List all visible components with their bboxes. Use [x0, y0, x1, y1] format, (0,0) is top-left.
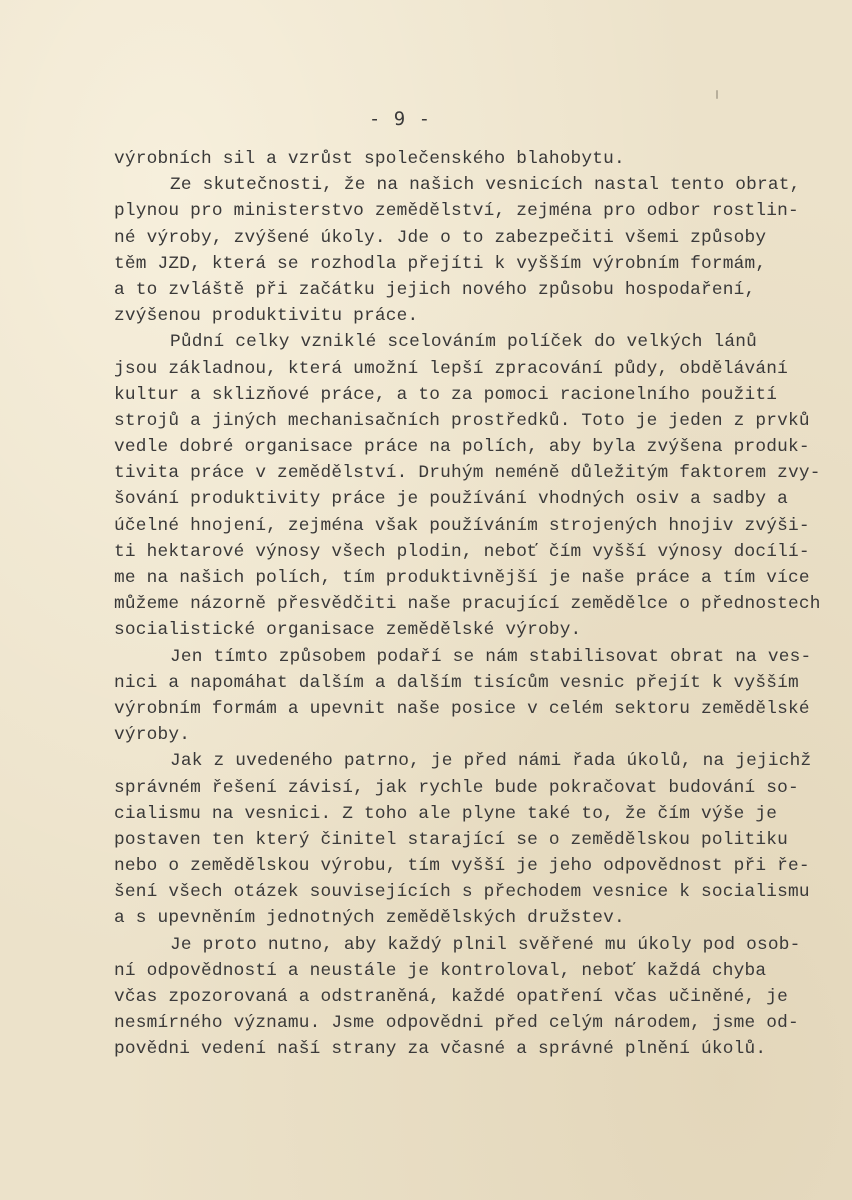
text-line: šení všech otázek souvisejících s přechodem vesnice k socialismu	[114, 882, 810, 903]
text-line: Ze skutečnosti, že na našich vesnicích nastal tento obrat,	[170, 175, 801, 196]
text-line: povědni vedení naší strany za včasné a správné plnění úkolů.	[114, 1039, 767, 1060]
text-line: jsou základnou, která umožní lepší zpracování půdy, obdělávání	[114, 358, 788, 379]
text-line: můžeme názorně přesvědčiti naše pracující zemědělce o přednostech	[114, 594, 821, 615]
text-line: plynou pro ministerstvo zemědělství, zejména pro odbor rostlin-	[114, 201, 799, 222]
paragraph	[114, 932, 834, 1063]
text-line: Jak z uvedeného patrno, je před námi řada úkolů, na jejichž	[170, 751, 812, 772]
paragraph	[114, 644, 834, 749]
text-line: socialistické organisace zemědělské výroby.	[114, 620, 582, 641]
text-line: zvýšenou produktivitu práce.	[114, 306, 419, 327]
text-line: nesmírného významu. Jsme odpovědni před celým národem, jsme od-	[114, 1013, 799, 1034]
page-number: - 9 -	[368, 108, 432, 130]
text-line: šování produktivity práce je používání vhodných osiv a sadby a	[114, 489, 788, 510]
text-line: včas zpozorovaná a odstraněná, každé opatření včas učiněné, je	[114, 987, 788, 1007]
text-line: Půdní celky vzniklé scelováním políček do velkých lánů	[170, 332, 758, 353]
paragraph	[114, 172, 834, 329]
text-line: těm JZD, která se rozhodla přejíti k vyšším výrobním formám,	[114, 253, 767, 274]
paragraph	[114, 146, 834, 172]
text-line: nebo o zemědělskou výrobu, tím vyšší je jeho odpovědnost při ře-	[114, 856, 810, 877]
text-line: výroby.	[114, 725, 191, 746]
text-line: výrobním formám a upevnit naše posice v celém sektoru zemědělské	[114, 698, 810, 719]
text-line: vedle dobré organisace práce na polích, aby byla zvýšena produk-	[114, 437, 810, 458]
text-line: ní odpovědností a neustále je kontroloval, neboť každá chyba	[114, 960, 767, 981]
text-line: kultur a sklizňové práce, a to za pomoci racionelního použití	[114, 384, 778, 405]
text-line: Jen tímto způsobem podaří se nám stabilisovat obrat na ves-	[170, 646, 812, 667]
text-line: tivita práce v zemědělství. Druhým neméně důležitým faktorem zvy-	[114, 463, 821, 484]
text-line: Je proto nutno, aby každý plnil svěřené mu úkoly pod osob-	[170, 934, 801, 955]
text-line: a to zvláště při začátku jejich nového způsobu hospodaření,	[114, 279, 756, 300]
text-line: a s upevněním jednotných zemědělských družstev.	[114, 908, 625, 929]
text-line: účelné hnojení, zejména však používáním strojených hnojiv zvýši-	[114, 515, 810, 536]
text-line: postaven ten který činitel starající se o zemědělskou politiku	[114, 829, 788, 850]
text-line: nici a napomáhat dalším a dalším tisícům vesnic přejít k vyšším	[114, 672, 799, 693]
paragraph	[114, 748, 834, 931]
text-line: strojů a jiných mechanisačních prostředků. Toto je jeden z prvků	[114, 410, 810, 431]
paragraph	[114, 329, 834, 643]
body-text	[114, 146, 834, 1063]
text-line: cialismu na vesnici. Z toho ale plyne také to, že čím výše je	[114, 803, 778, 824]
text-line: né výroby, zvýšené úkoly. Jde o to zabezpečiti všemi způsoby	[114, 227, 767, 248]
text-line: výrobních sil a vzrůst společenského blahobytu.	[114, 149, 625, 169]
text-line: me na našich polích, tím produktivnější je naše práce a tím více	[114, 568, 810, 588]
text-line: správném řešení závisí, jak rychle bude pokračovat budování so-	[114, 777, 799, 798]
text-line: ti hektarové výnosy všech plodin, neboť čím vyšší výnosy docílí-	[114, 541, 810, 562]
paper-mark	[716, 90, 718, 99]
